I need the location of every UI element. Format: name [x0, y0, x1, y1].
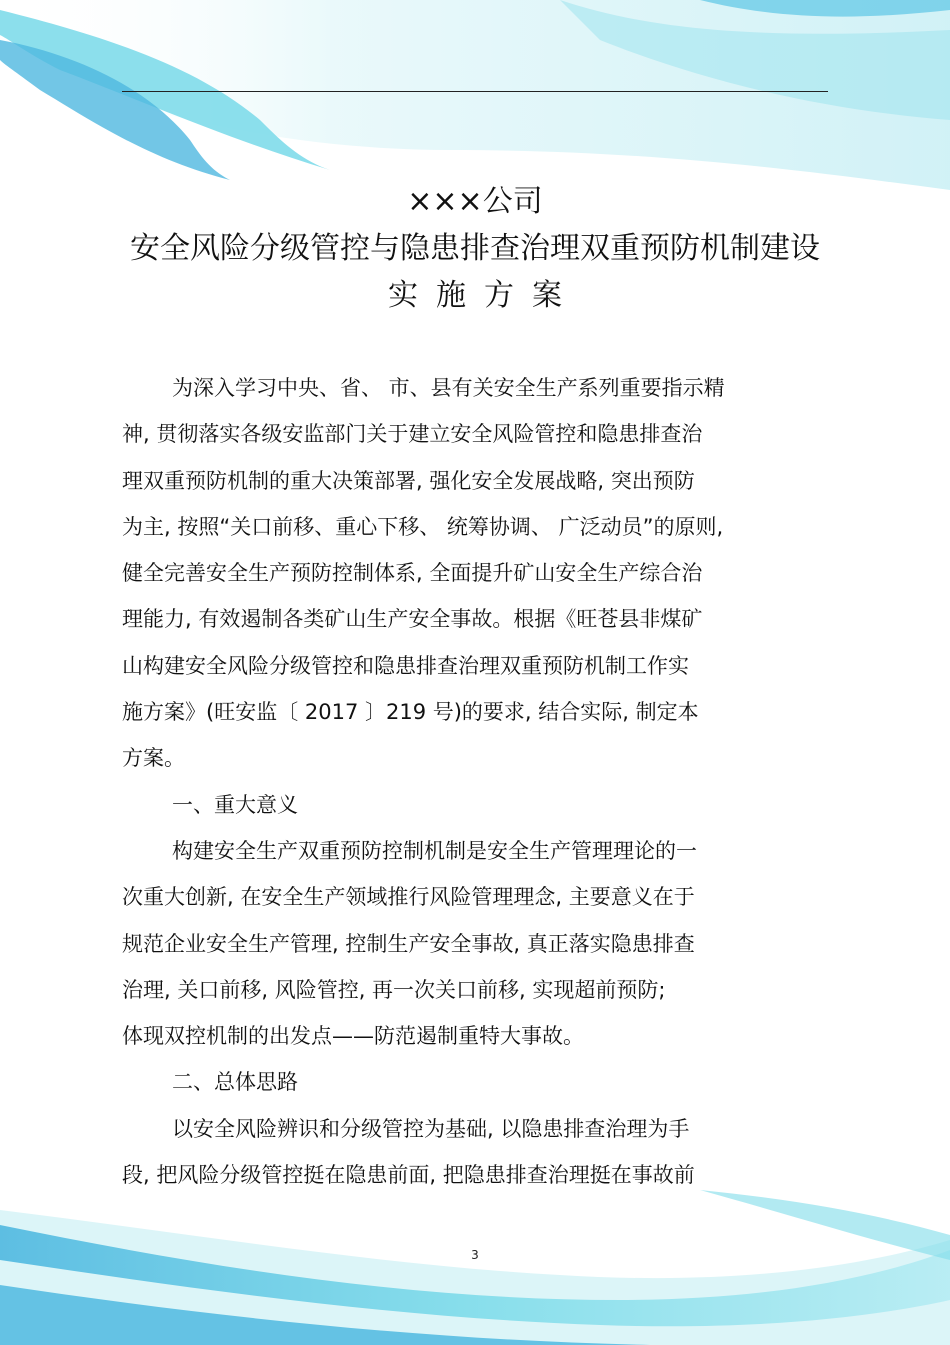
main-title: 安全风险分级管控与隐患排查治理双重预防机制建设 — [130, 231, 820, 266]
body-line: 山构建安全风险分级管控和隐患排查治理双重预防机制工作实 — [122, 653, 689, 678]
body-line: 次重大创新, 在安全生产领域推行风险管理理念, 主要意义在于 — [122, 885, 695, 910]
section-heading-1: 一、重大意义 — [172, 792, 298, 817]
header-rule — [122, 91, 828, 92]
sub-title: 实施方案 — [388, 278, 580, 313]
body-line: 为主, 按照“关口前移、重心下移、 统筹协调、 广泛动员”的原则, — [122, 514, 724, 539]
body-line: 段, 把风险分级管控挺在隐患前面, 把隐患排查治理挺在事故前 — [122, 1163, 695, 1188]
body-line: 健全完善安全生产预防控制体系, 全面提升矿山安全生产综合治 — [122, 561, 703, 586]
body-line: 体现双控机制的出发点——防范遏制重特大事故。 — [122, 1024, 584, 1049]
body-line: 为深入学习中央、省、 市、县有关安全生产系列重要指示精 — [172, 376, 725, 400]
section-heading-2: 二、总体思路 — [172, 1070, 298, 1095]
body-line: 以安全风险辨识和分级管控为基础, 以隐患排查治理为手 — [172, 1116, 690, 1141]
title-block — [0, 178, 950, 319]
body-line: 理双重预防机制的重大决策部署, 强化安全发展战略, 突出预防 — [122, 468, 695, 493]
body-line: 神, 贯彻落实各级安监部门关于建立安全风险管控和隐患排查治 — [122, 422, 703, 447]
body-line: 构建安全生产双重预防控制机制是安全生产管理理论的一 — [172, 838, 697, 863]
body-text — [122, 365, 822, 1198]
body-line: 方案。 — [122, 746, 185, 771]
company-title: ×××公司 — [407, 184, 543, 219]
page-number: 3 — [471, 1248, 479, 1262]
body-line: 施方案》(旺安监〔 2017 〕219 号)的要求, 结合实际, 制定本 — [122, 700, 699, 725]
body-line: 规范企业安全生产管理, 控制生产安全事故, 真正落实隐患排查 — [122, 931, 695, 956]
body-line: 治理, 关口前移, 风险管控, 再一次关口前移, 实现超前预防; — [122, 977, 666, 1002]
body-line: 理能力, 有效遏制各类矿山生产安全事故。根据《旺苍县非煤矿 — [122, 607, 703, 632]
